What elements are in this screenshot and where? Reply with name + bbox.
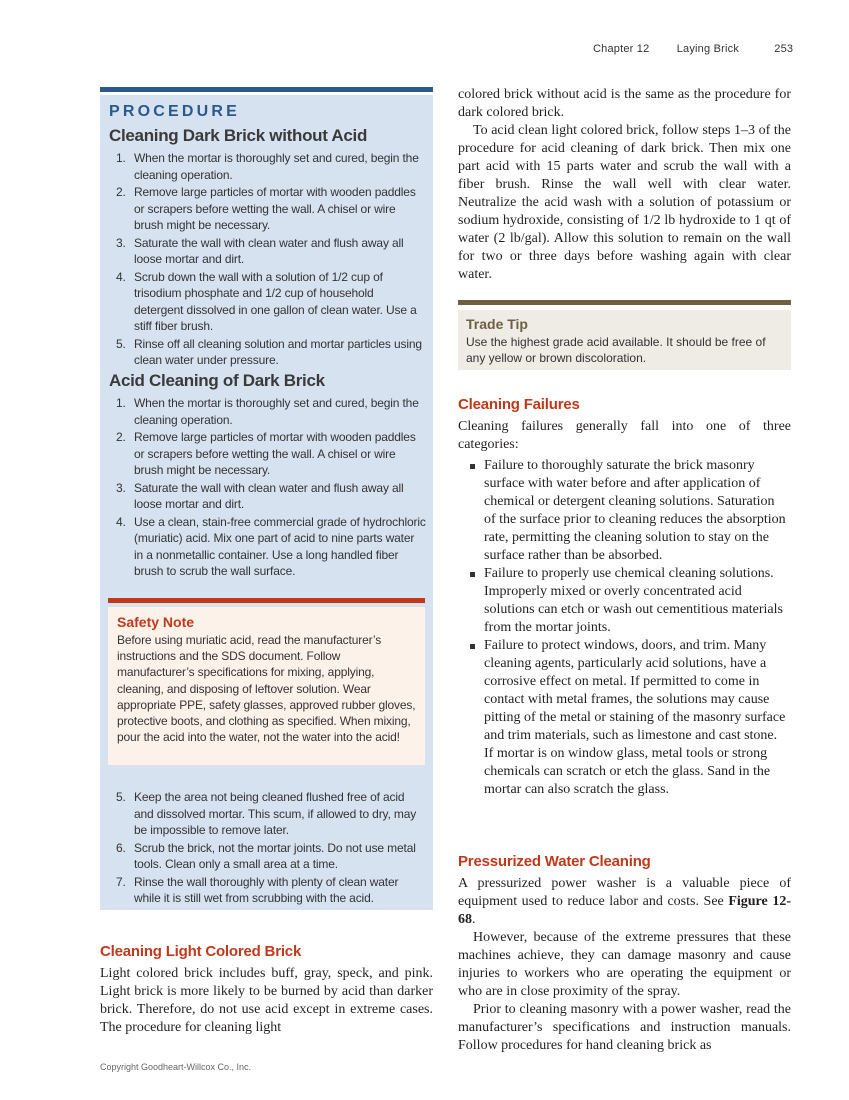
list-item-text: Failure to protect windows, doors, and trim. Many cleaning agents, particularly acid solutions, have a corrosive effect on metal. If permitted to come in contact with metal frames, the solutions may cause pitting of the metal or staining of the masonry surface and trim materials, such as limestone and cast stone. If mortar is on window glass, metal tools or strong chemicals can scratch or etch the glass. Sand in the mortar can also scratch the glass. <box>484 638 786 797</box>
list-item <box>470 637 788 799</box>
step-text: Scrub the brick, not the mortar joints. Do not use metal tools. Clean only a small area at a time. <box>134 840 416 871</box>
paragraph <box>458 875 791 929</box>
bullet-icon <box>470 572 475 577</box>
heading-pressurized-water: Pressurized Water Cleaning <box>458 853 651 870</box>
procedure-steps-2 <box>116 395 426 581</box>
step-text: Remove large particles of mortar with wooden paddles or scrapers before wetting the wall. A chisel or wire brush might be necessary. <box>134 185 416 232</box>
pressurized-paragraphs <box>458 875 791 1055</box>
step-text: When the mortar is thoroughly set and cured, begin the cleaning operation. <box>134 151 419 182</box>
trade-tip-text: Use the highest grade acid available. It should be free of any yellow or brown discoloration. <box>466 335 766 365</box>
trade-tip-bar <box>458 300 791 305</box>
step-text: Saturate the wall with clean water and flush away all loose mortar and dirt. <box>134 480 404 511</box>
right-column-intro <box>458 86 791 284</box>
copyright: Copyright Goodheart-Willcox Co., Inc. <box>100 1062 252 1072</box>
step-number: 2. <box>116 430 126 444</box>
step-number: 1. <box>116 151 126 165</box>
step-text: Use a clean, stain-free commercial grade of hydrochloric (muriatic) acid. Mix one part of acid to nine parts water in a nonmetallic container. Use a long handled fiber brush to scrub the wall surface. <box>134 514 426 578</box>
list-item <box>470 565 788 637</box>
procedure-step <box>116 150 426 183</box>
step-number: 2. <box>116 185 126 199</box>
failures-intro <box>458 418 791 454</box>
safety-note-text: Before using muriatic acid, read the manufacturer’s instructions and the SDS document. Follow manufacturer’s specifications for mixing, applying, cleaning, and disposing of leftover solution. Wear appropriate PPE, safety glasses, approved rubber gloves, protective boots, and clothing as specified. When mixing, pour the acid into the water, not the water into the acid! <box>117 633 416 745</box>
bullet-icon <box>470 644 475 649</box>
bullet-icon <box>470 464 475 469</box>
procedure-step <box>116 235 426 268</box>
step-number: 5. <box>116 790 126 804</box>
procedure-heading-2: Acid Cleaning of Dark Brick <box>109 371 325 390</box>
procedure-step <box>116 514 426 580</box>
step-number: 4. <box>116 514 126 529</box>
step-number: 1. <box>116 396 126 410</box>
heading-light-brick: Cleaning Light Colored Brick <box>100 943 302 960</box>
procedure-step <box>116 874 426 907</box>
safety-note-title: Safety Note <box>117 614 195 630</box>
step-number: 5. <box>116 336 126 351</box>
chapter-number: Chapter 12 <box>593 43 650 55</box>
chapter-title: Laying Brick <box>676 43 740 55</box>
procedure-heading-1: Cleaning Dark Brick without Acid <box>109 126 368 145</box>
step-text: Scrub down the wall with a solution of 1/2 cup of trisodium phosphate and 1/2 cup of household detergent dissolved in one gallon of clean water. Use a stiff fiber brush. <box>134 269 417 333</box>
procedure-bar <box>100 87 433 92</box>
procedure-label: PROCEDURE <box>109 103 241 120</box>
step-text: Keep the area not being cleaned flushed free of acid and dissolved mortar. This scum, if allowed to dry, may be impossible to remove later. <box>134 790 417 837</box>
procedure-step <box>116 184 426 234</box>
heading-cleaning-failures: Cleaning Failures <box>458 396 580 413</box>
trade-tip <box>458 310 791 370</box>
paragraph: Prior to cleaning masonry with a power washer, read the manufacturer’s specifications and instruction manuals. Follow procedures for hand cleaning brick as <box>458 1002 791 1053</box>
procedure-steps-1 <box>116 150 426 370</box>
procedure-step <box>116 789 426 839</box>
paragraph: Cleaning failures generally fall into one of three categories: <box>458 419 791 452</box>
procedure-steps-3 <box>116 789 426 908</box>
procedure-step <box>116 429 426 479</box>
failures-list <box>470 457 788 799</box>
page-number: 253 <box>774 43 794 55</box>
step-text: Remove large particles of mortar with wooden paddles or scrapers before wetting the wall. A chisel or wire brush might be necessary. <box>134 430 416 477</box>
paragraph: Light colored brick includes buff, gray, speck, and pink. Light brick is more likely to be burned by acid than darker brick. Therefore, do not use acid except in extreme cases. The procedure for cleaning light <box>100 966 433 1035</box>
list-item-text: Failure to thoroughly saturate the brick masonry surface with water before and after application of chemical or detergent cleaning solutions. Saturation of the surface prior to cleaning reduces the absorption rate, permitting the cleaning solution to stay on the surface rather than be absorbed. <box>484 458 786 563</box>
step-text: Rinse off all cleaning solution and mortar particles using clean water under pressure. <box>134 336 422 367</box>
step-number: 3. <box>116 235 126 250</box>
text: . <box>472 912 476 927</box>
step-number: 6. <box>116 840 126 855</box>
procedure-step <box>116 480 426 513</box>
step-number: 3. <box>116 480 126 495</box>
step-text: Rinse the wall thoroughly with plenty of clean water while it is still wet from scrubbing with the acid. <box>134 874 399 905</box>
text: A pressurized power washer is a valuable piece of equipment used to reduce labor and costs. See <box>458 876 791 909</box>
list-item-text: Failure to properly use chemical cleaning solutions. Improperly mixed or overly concentrated acid solutions can etch or wash out cementitious materials from the mortar joints. <box>484 566 783 635</box>
light-brick-paragraph <box>100 965 433 1037</box>
procedure-step <box>116 336 426 369</box>
step-number: 4. <box>116 269 126 284</box>
step-text: Saturate the wall with clean water and flush away all loose mortar and dirt. <box>134 235 404 266</box>
trade-tip-title: Trade Tip <box>466 316 528 332</box>
list-item <box>470 457 788 565</box>
procedure-step <box>116 269 426 335</box>
paragraph: colored brick without acid is the same as the procedure for dark colored brick. <box>458 87 791 120</box>
procedure-step <box>116 395 426 428</box>
procedure-step <box>116 840 426 873</box>
safety-note-bar <box>108 598 425 603</box>
paragraph: To acid clean light colored brick, follow steps 1–3 of the procedure for acid cleaning of dark brick. Then mix one part acid with 15 parts water and scrub the wall with a fiber brush. Rinse the wall well with clear water. Neutralize the acid wash with a solution of potassium or sodium hydroxide, consisting of 1/2 lb hydroxide to 1 qt of water (2 lb/gal). Allow this solution to remain on the wall for two or three days before washing again with clear water. <box>458 123 791 282</box>
procedure-box <box>100 95 433 910</box>
paragraph: However, because of the extreme pressures that these machines achieve, they can damage masonry and cause injuries to workers who are operating the equipment or who are in close proximity of the spray. <box>458 930 791 999</box>
running-header <box>593 43 793 55</box>
step-text: When the mortar is thoroughly set and cured, begin the cleaning operation. <box>134 396 419 427</box>
safety-note <box>108 607 425 765</box>
figure-reference[interactable]: Figure 12-68 <box>458 894 791 927</box>
step-number: 7. <box>116 874 126 889</box>
